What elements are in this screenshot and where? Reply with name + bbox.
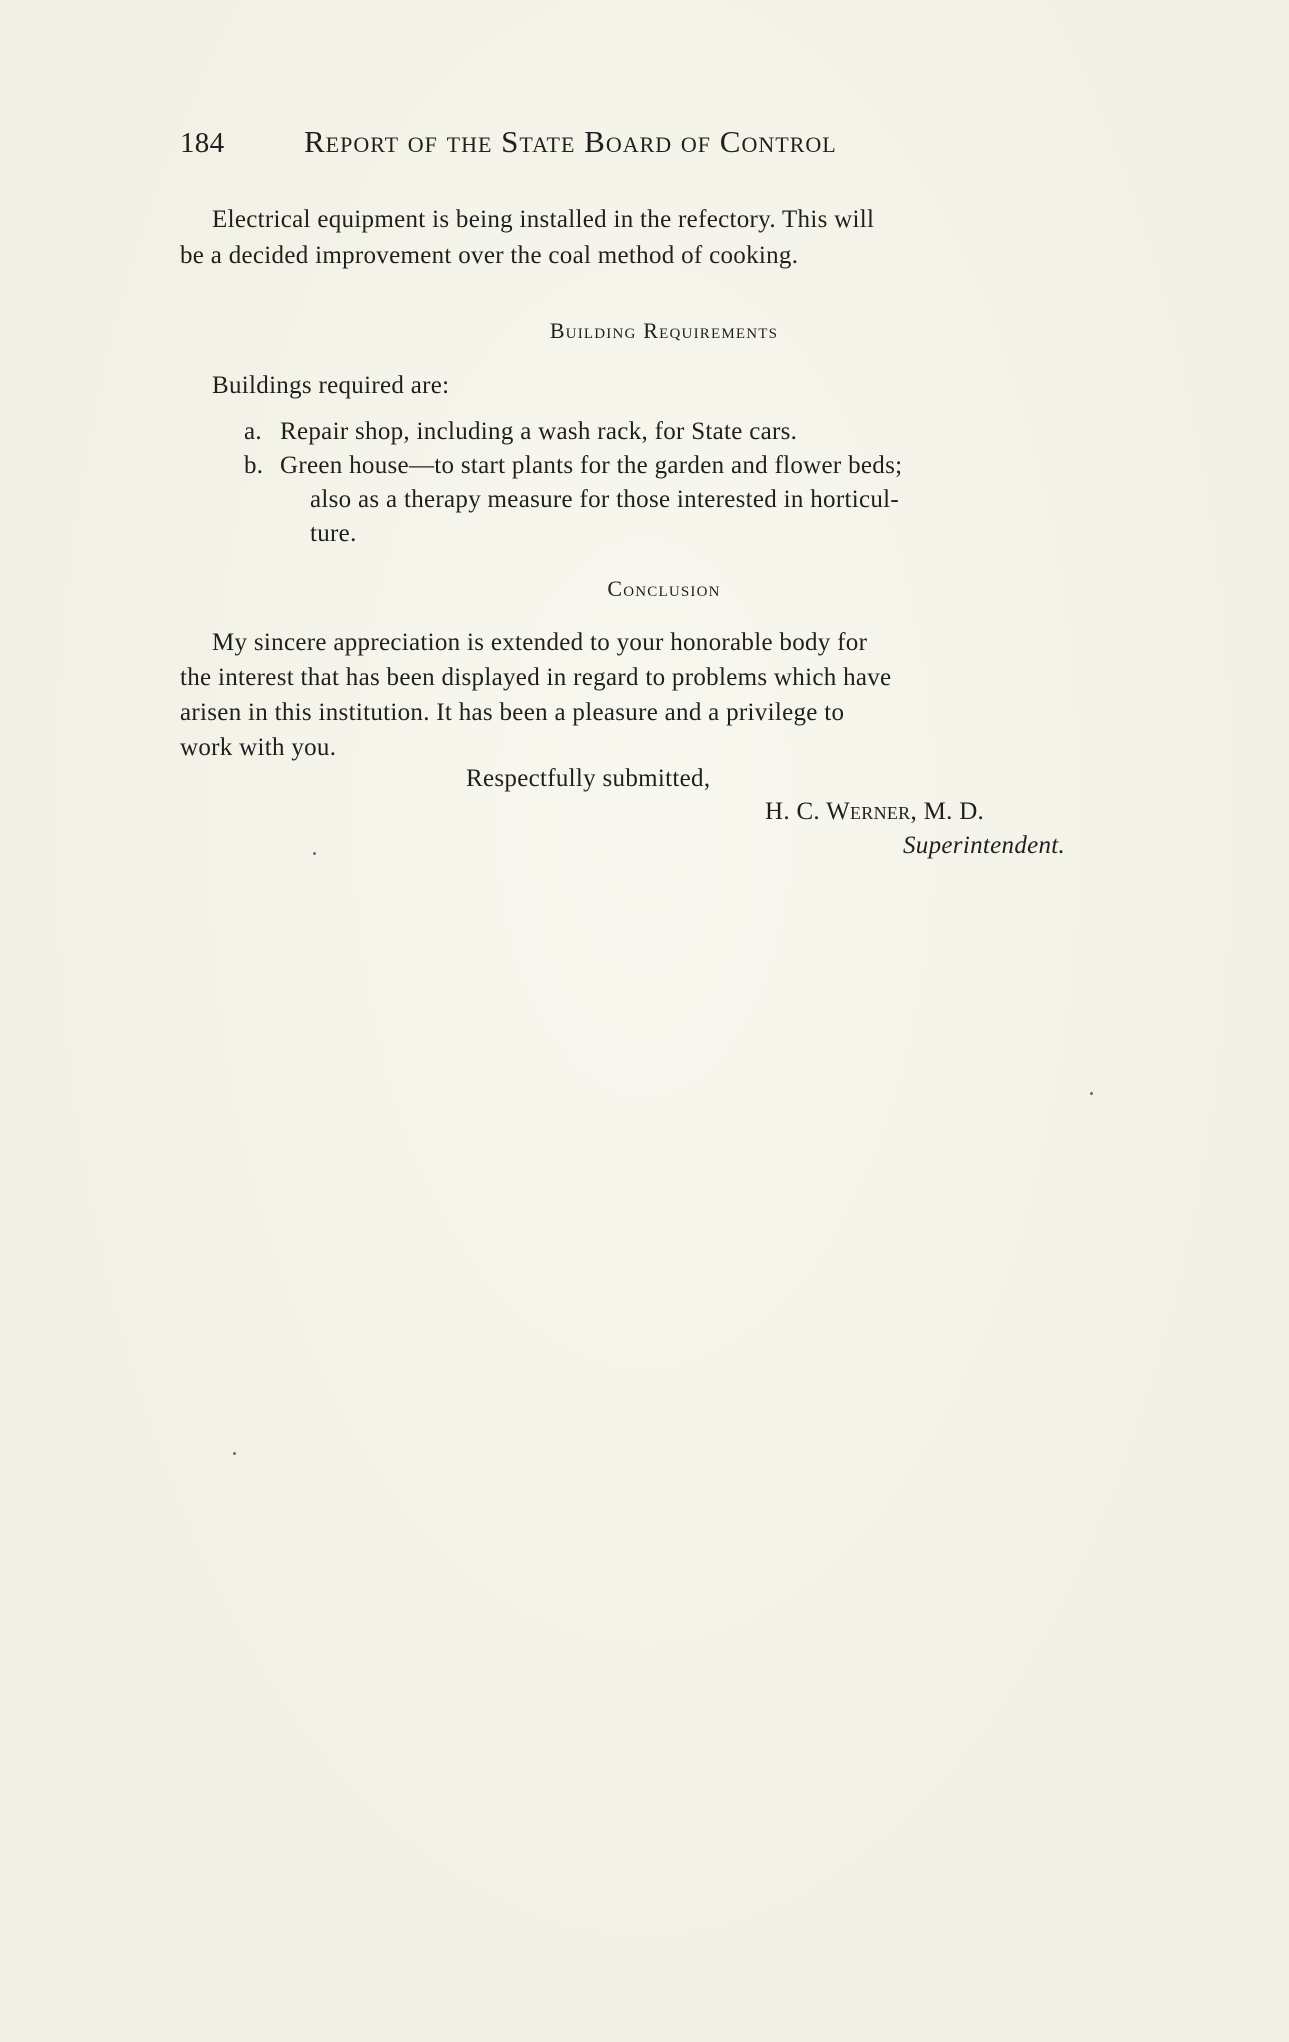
list-item-last-line: ture. bbox=[310, 520, 357, 547]
paper-speck bbox=[233, 1452, 236, 1455]
list-marker: b. bbox=[244, 452, 264, 479]
list-item bbox=[244, 415, 1148, 449]
list-item-text: Repair shop, including a wash rack, for State cars. bbox=[280, 418, 798, 445]
list-item bbox=[244, 449, 1148, 483]
closing-line: Respectfully submitted, bbox=[466, 765, 711, 792]
list-item-continuation: also as a therapy measure for those interested in horticul- bbox=[310, 486, 900, 513]
paper-speck bbox=[1090, 1092, 1093, 1095]
conclusion-line-2: the interest that has been displayed in regard to problems which have bbox=[180, 664, 892, 691]
paper-speck bbox=[313, 852, 316, 855]
page-number: 184 bbox=[180, 127, 225, 159]
conclusion-heading: Conclusion bbox=[607, 576, 721, 601]
running-title: Report of the State Board of Control bbox=[304, 124, 837, 159]
intro-line-1: Electrical equipment is being installed in the refectory. This will bbox=[212, 206, 875, 233]
list-item-text: Green house—to start plants for the garden and flower beds; bbox=[280, 452, 903, 479]
intro-line-2: be a decided improvement over the coal method of cooking. bbox=[180, 242, 799, 269]
conclusion-line-4: work with you. bbox=[180, 734, 337, 761]
signatory-name: H. C. Werner, M. D. bbox=[765, 798, 985, 825]
list-marker: a. bbox=[244, 418, 262, 445]
page-header bbox=[180, 124, 1080, 164]
conclusion-line-3: arisen in this institution. It has been a pleasure and a privilege to bbox=[180, 699, 845, 726]
conclusion-line-1: My sincere appreciation is extended to your honorable body for bbox=[212, 629, 868, 656]
signatory-title: Superintendent. bbox=[903, 832, 1066, 859]
building-requirements-lead: Buildings required are: bbox=[212, 372, 450, 399]
building-requirements-heading: Building Requirements bbox=[549, 318, 779, 343]
